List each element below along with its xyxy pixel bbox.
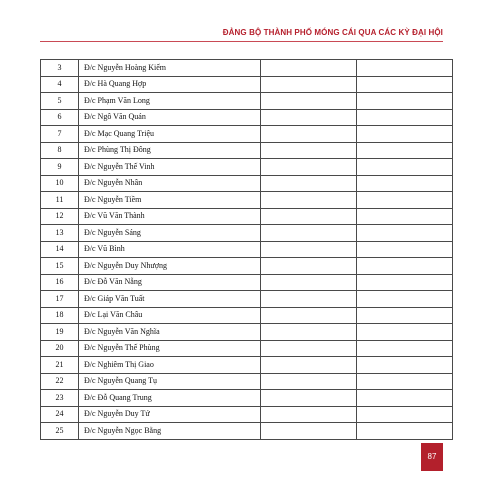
table-row <box>41 373 453 390</box>
empty-cell <box>261 406 357 423</box>
empty-cell <box>357 291 453 308</box>
table-row <box>41 423 453 440</box>
empty-cell <box>261 423 357 440</box>
member-name: Đ/c Nguyễn Quang Tụ <box>79 373 261 390</box>
member-name: Đ/c Nguyễn Tiềm <box>79 192 261 209</box>
row-number: 23 <box>41 390 79 407</box>
table-row <box>41 390 453 407</box>
row-number: 22 <box>41 373 79 390</box>
empty-cell <box>261 390 357 407</box>
row-number: 8 <box>41 142 79 159</box>
table-row <box>41 291 453 308</box>
table-row <box>41 258 453 275</box>
empty-cell <box>261 324 357 341</box>
empty-cell <box>261 60 357 77</box>
table-row <box>41 307 453 324</box>
empty-cell <box>357 93 453 110</box>
row-number: 4 <box>41 76 79 93</box>
empty-cell <box>261 126 357 143</box>
empty-cell <box>261 225 357 242</box>
empty-cell <box>261 307 357 324</box>
row-number: 12 <box>41 208 79 225</box>
roster-table-body <box>41 60 453 440</box>
row-number: 9 <box>41 159 79 176</box>
empty-cell <box>357 241 453 258</box>
row-number: 11 <box>41 192 79 209</box>
member-name: Đ/c Lại Văn Châu <box>79 307 261 324</box>
empty-cell <box>357 208 453 225</box>
empty-cell <box>261 175 357 192</box>
page-number-badge: 87 <box>421 443 443 471</box>
member-name: Đ/c Vũ Bình <box>79 241 261 258</box>
member-name: Đ/c Đỗ Văn Nẵng <box>79 274 261 291</box>
table-row <box>41 357 453 374</box>
page-header-title: ĐẢNG BỘ THÀNH PHỐ MÓNG CÁI QUA CÁC KỲ ĐẠI HỘI <box>222 28 443 37</box>
member-name: Đ/c Mạc Quang Triệu <box>79 126 261 143</box>
member-name: Đ/c Phùng Thị Đông <box>79 142 261 159</box>
member-name: Đ/c Giáp Văn Tuất <box>79 291 261 308</box>
empty-cell <box>261 208 357 225</box>
row-number: 21 <box>41 357 79 374</box>
member-name: Đ/c Nguyễn Hoàng Kiếm <box>79 60 261 77</box>
member-name: Đ/c Vũ Văn Thành <box>79 208 261 225</box>
row-number: 14 <box>41 241 79 258</box>
empty-cell <box>357 307 453 324</box>
member-name: Đ/c Nguyễn Văn Nghĩa <box>79 324 261 341</box>
empty-cell <box>357 126 453 143</box>
table-row <box>41 159 453 176</box>
empty-cell <box>357 175 453 192</box>
row-number: 20 <box>41 340 79 357</box>
table-row <box>41 142 453 159</box>
table-row <box>41 126 453 143</box>
empty-cell <box>357 324 453 341</box>
member-name: Đ/c Nguyễn Thế Phùng <box>79 340 261 357</box>
row-number: 19 <box>41 324 79 341</box>
empty-cell <box>357 192 453 209</box>
row-number: 13 <box>41 225 79 242</box>
member-name: Đ/c Nguyễn Sáng <box>79 225 261 242</box>
member-name: Đ/c Nguyễn Duy Nhượng <box>79 258 261 275</box>
empty-cell <box>261 258 357 275</box>
row-number: 15 <box>41 258 79 275</box>
table-row <box>41 93 453 110</box>
empty-cell <box>261 357 357 374</box>
empty-cell <box>357 340 453 357</box>
empty-cell <box>357 423 453 440</box>
empty-cell <box>261 241 357 258</box>
empty-cell <box>357 76 453 93</box>
empty-cell <box>357 390 453 407</box>
empty-cell <box>261 274 357 291</box>
empty-cell <box>357 406 453 423</box>
table-row <box>41 192 453 209</box>
empty-cell <box>357 109 453 126</box>
empty-cell <box>261 142 357 159</box>
roster-table <box>40 59 453 440</box>
row-number: 18 <box>41 307 79 324</box>
row-number: 5 <box>41 93 79 110</box>
empty-cell <box>357 159 453 176</box>
empty-cell <box>357 373 453 390</box>
table-row <box>41 76 453 93</box>
empty-cell <box>357 274 453 291</box>
row-number: 3 <box>41 60 79 77</box>
row-number: 25 <box>41 423 79 440</box>
empty-cell <box>261 76 357 93</box>
header-divider <box>40 41 443 42</box>
table-row <box>41 208 453 225</box>
table-row <box>41 241 453 258</box>
empty-cell <box>261 159 357 176</box>
row-number: 24 <box>41 406 79 423</box>
empty-cell <box>261 109 357 126</box>
row-number: 10 <box>41 175 79 192</box>
table-row <box>41 324 453 341</box>
table-row <box>41 60 453 77</box>
row-number: 7 <box>41 126 79 143</box>
empty-cell <box>261 93 357 110</box>
empty-cell <box>357 258 453 275</box>
empty-cell <box>357 225 453 242</box>
member-name: Đ/c Nguyễn Duy Tứ <box>79 406 261 423</box>
member-name: Đ/c Phạm Văn Long <box>79 93 261 110</box>
table-row <box>41 109 453 126</box>
member-name: Đ/c Nguyễn Thế Vinh <box>79 159 261 176</box>
table-row <box>41 175 453 192</box>
row-number: 17 <box>41 291 79 308</box>
member-name: Đ/c Nghiêm Thị Giao <box>79 357 261 374</box>
table-row <box>41 406 453 423</box>
member-name: Đ/c Nguyễn Ngọc Bằng <box>79 423 261 440</box>
table-row <box>41 274 453 291</box>
table-row <box>41 225 453 242</box>
member-name: Đ/c Nguyễn Nhân <box>79 175 261 192</box>
empty-cell <box>357 142 453 159</box>
empty-cell <box>261 340 357 357</box>
member-name: Đ/c Ngô Văn Quán <box>79 109 261 126</box>
row-number: 16 <box>41 274 79 291</box>
row-number: 6 <box>41 109 79 126</box>
member-name: Đ/c Hà Quang Hợp <box>79 76 261 93</box>
member-name: Đ/c Đỗ Quang Trung <box>79 390 261 407</box>
empty-cell <box>357 60 453 77</box>
empty-cell <box>261 291 357 308</box>
empty-cell <box>261 373 357 390</box>
empty-cell <box>261 192 357 209</box>
table-row <box>41 340 453 357</box>
empty-cell <box>357 357 453 374</box>
